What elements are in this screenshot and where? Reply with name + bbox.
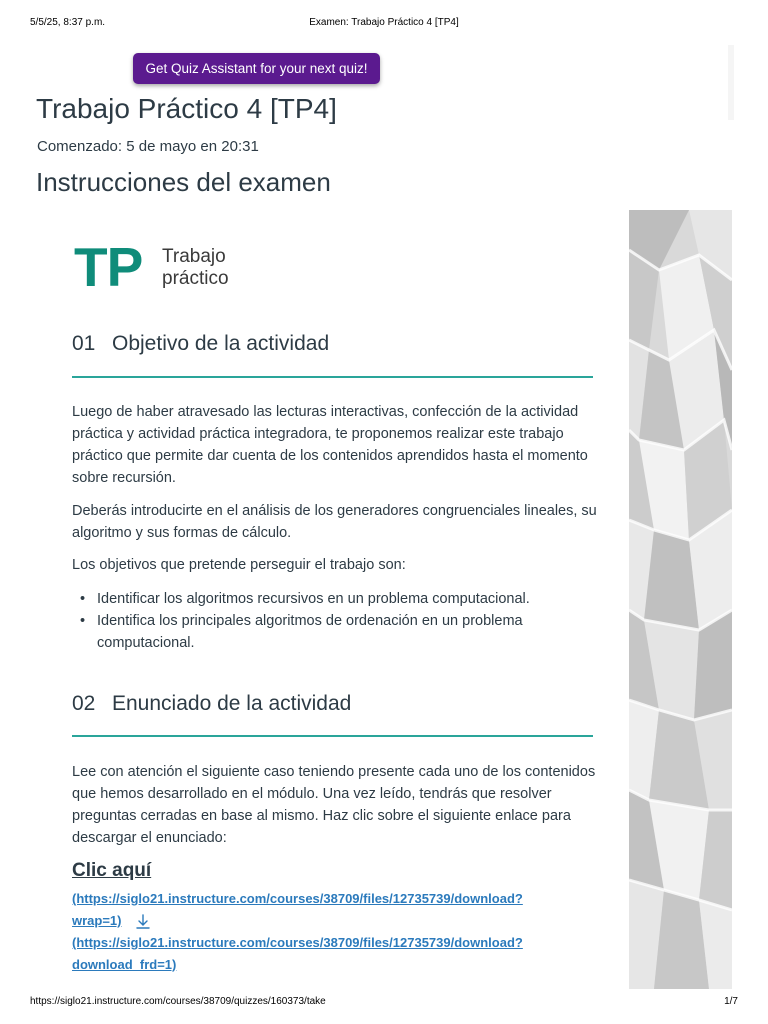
list-item: • Identificar los algoritmos recursivos en un problema computacional. — [72, 588, 592, 610]
print-date: 5/5/25, 8:37 p.m. — [30, 17, 106, 28]
right-edge-strip — [728, 45, 734, 120]
decorative-banner-image — [629, 210, 732, 989]
paragraph: Deberás introducirte en el análisis de los generadores congruenciales lineales, su algoritmo y sus formas de cálculo. — [72, 503, 597, 541]
tp-logo-line2: práctico — [162, 268, 229, 289]
list-item: • Identifica los principales algoritmos de ordenación en un problema computacional. — [72, 610, 592, 654]
footer-url: https://siglo21.instructure.com/courses/38709/quizzes/160373/take — [30, 996, 326, 1007]
download-frd-url-link-cont[interactable]: download_frd=1) — [72, 957, 177, 972]
section-heading-enunciado — [72, 692, 351, 716]
download-url-link[interactable]: (https://siglo21.instructure.com/courses/38709/files/12735739/download? — [72, 891, 523, 906]
paragraph: Lee con atención el siguiente caso teniendo presente cada uno de los contenidos que hemos desarrollado en el módulo. Una vez leído, tendrás que resolver preguntas cerradas en base al mismo. Haz clic sobre el siguiente enlace para descargar el enunciado: — [72, 764, 596, 846]
section-number: 01 — [72, 332, 96, 355]
section-number: 02 — [72, 692, 96, 715]
section-title: Enunciado de la actividad — [112, 692, 352, 715]
section-divider — [72, 735, 593, 737]
download-url-link-cont[interactable]: wrap=1) — [72, 913, 122, 928]
quiz-assistant-button[interactable]: Get Quiz Assistant for your next quiz! — [133, 53, 380, 84]
tp-logo-line1: Trabajo — [162, 246, 226, 267]
section-heading-objetivo — [72, 332, 329, 356]
paragraph: Luego de haber atravesado las lecturas interactivas, confección de la actividad práctica y actividad práctica integradora, te proponemos realizar este trabajo práctico que permite dar cuenta de los contenidos aprendidos hasta el momento sobre recursión. — [72, 404, 588, 486]
download-frd-url-link[interactable]: (https://siglo21.instructure.com/courses/38709/files/12735739/download? — [72, 935, 523, 950]
page-number: 1/7 — [724, 996, 738, 1007]
paragraph: Los objetivos que pretende perseguir el trabajo son: — [72, 557, 406, 573]
instructions-heading: Instrucciones del examen — [36, 167, 331, 197]
download-arrow-icon[interactable] — [135, 914, 151, 930]
print-title: Examen: Trabajo Práctico 4 [TP4] — [309, 17, 459, 28]
objectives-list — [72, 588, 592, 654]
download-link-label[interactable]: Clic aquí — [72, 860, 152, 881]
tp-logo-mark: TP — [74, 236, 143, 298]
quiz-title: Trabajo Práctico 4 [TP4] — [36, 93, 337, 124]
started-date: Comenzado: 5 de mayo en 20:31 — [37, 138, 259, 155]
tp-logo-text — [162, 246, 229, 290]
section-title: Objetivo de la actividad — [112, 332, 330, 355]
section-divider — [72, 376, 593, 378]
